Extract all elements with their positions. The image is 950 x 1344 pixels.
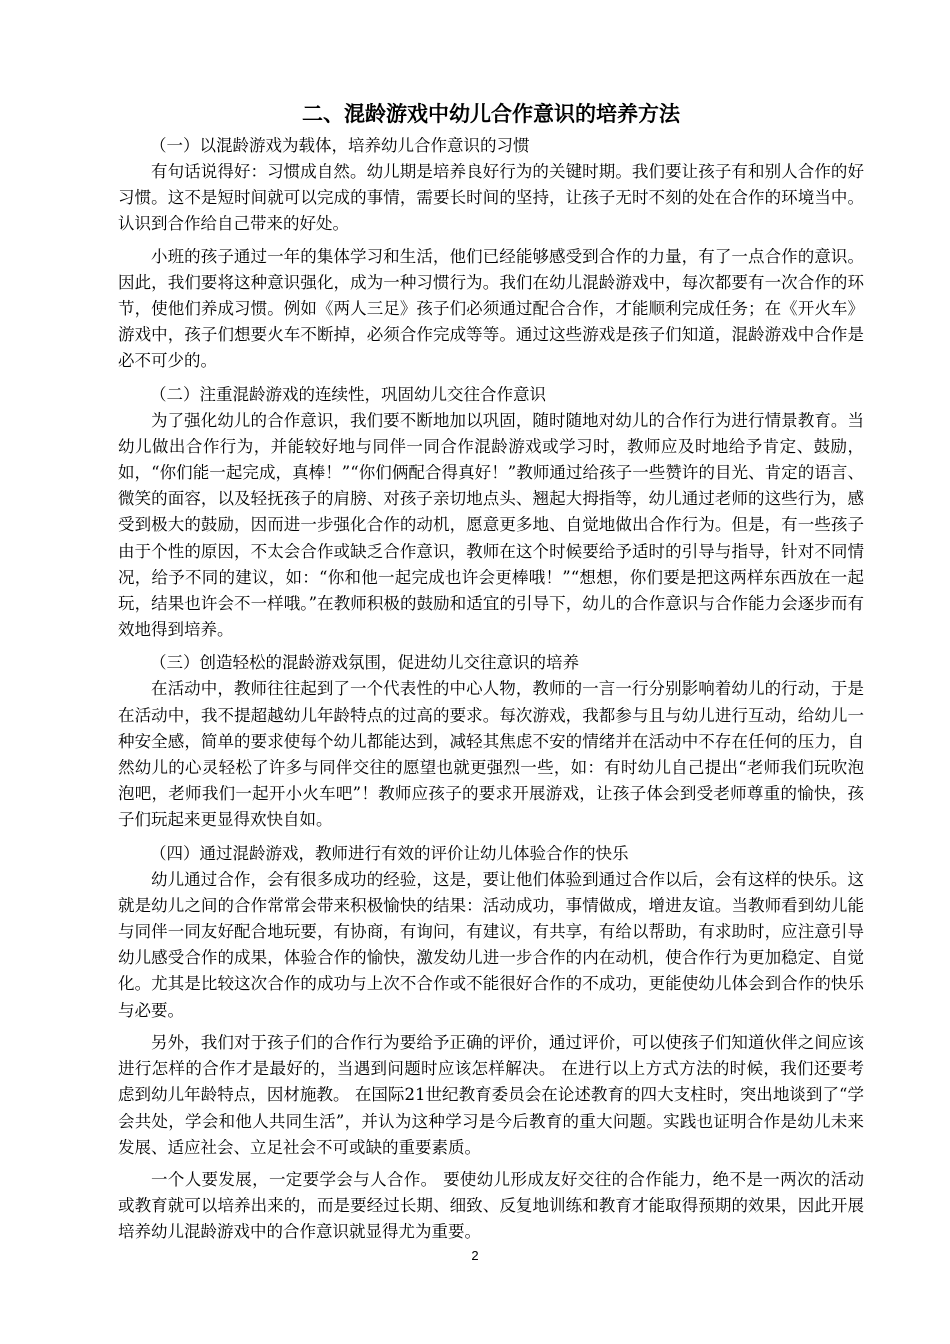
subsection-heading-1: （一）以混龄游戏为载体，培养幼儿合作意识的习惯: [150, 136, 530, 155]
paragraph: 为了强化幼儿的合作意识，我们要不断地加以巩固，随时随地对幼儿的合作行为进行情景教育。当幼儿做出合作行为，并能较好地与同伴一同合作混龄游戏或学习时，教师应及时地给予肯定、鼓励，如，“你们能一起完成，真棒！”“你们俩配合得真好！”教师通过给孩子一些赞许的目光、肯定的语言、微笑的面容，以及轻抚孩子的肩膀、对孩子亲切地点头、翘起大拇指等，幼儿通过老师的这些行为，感受到极大的鼓励，因而进一步强化合作的动机，愿意更多地、自觉地做出合作行为。但是，有一些孩子由于个性的原因，不太会合作或缺乏合作意识，教师在这个时候要给予适时的引导与指导，针对不同情况，给予不同的建议，如：“你和他一起完成也许会更棒哦！”“想想，你们要是把这两样东西放在一起玩，结果也许会不一样哦。”在教师积极的鼓励和适宜的引导下，幼儿的合作意识与合作能力会逐步而有效地得到培养。: [118, 410, 864, 640]
paragraph: 另外，我们对于孩子们的合作行为要给予正确的评价，通过评价，可以使孩子们知道伙伴之间应该进行怎样的合作才是最好的，当遇到问题时应该怎样解决。 在进行以上方式方法的时候，我们还要考虑到幼儿年龄特点，因材施教。 在国际21世纪教育委员会在论述教育的四大支柱时，突出地谈到了“学会共处，学会和他人共同生活”，并认为这种学习是今后教育的重大问题。实践也证明合作是幼儿未来发展、适应社会、立足社会不可或缺的重要素质。: [118, 1032, 864, 1157]
subsection-heading-3: （三）创造轻松的混龄游戏氛围，促进幼儿交往意识的培养: [150, 653, 579, 673]
paragraph: 幼儿通过合作，会有很多成功的经验，这是，要让他们体验到通过合作以后，会有这样的快乐。这就是幼儿之间的合作常常会带来积极愉快的结果：活动成功，事情做成，增进友谊。当教师看到幼儿能与同伴一同友好配合地玩要，有协商，有询问，有建议，有共享，有给以帮助，有求助时，应注意引导幼儿感受合作的成果，体验合作的愉快，激发幼儿进一步合作的内在动机，使合作行为更加稳定、自觉化。尤其是比较这次合作的成功与上次不合作或不能很好合作的不成功，更能使幼儿体会到合作的快乐与必要。: [118, 869, 864, 1020]
paragraph: 小班的孩子通过一年的集体学习和生活，他们已经能够感受到合作的力量，有了一点合作的意识。因此，我们要将这种意识强化，成为一种习惯行为。我们在幼儿混龄游戏中，每次都要有一次合作的环节，使他们养成习惯。例如《两人三足》孩子们必须通过配合合作，才能顺利完成任务；在《开火车》游戏中，孩子们想要火车不断掉，必须合作完成等等。通过这些游戏是孩子们知道，混龄游戏中合作是必不可少的。: [118, 246, 864, 371]
subsection-heading-4: （四）通过混龄游戏，教师进行有效的评价让幼儿体验合作的快乐: [150, 843, 629, 863]
paragraph: 一个人要发展，一定要学会与人合作。 要使幼儿形成友好交往的合作能力，绝不是一两次的活动或教育就可以培养出来的，而是要经过长期、细致、反复地训练和教育才能取得预期的效果，因此开展培养幼儿混龄游戏中的合作意识就显得尤为重要。: [118, 1169, 864, 1242]
paragraph: 有句话说得好：习惯成自然。幼儿期是培养良好行为的关键时期。我们要让孩子有和别人合作的好习惯。这不是短时间就可以完成的事情，需要长时间的坚持，让孩子无时不刻的处在合作的环境当中。认识到合作给自己带来的好处。: [118, 162, 864, 234]
page-content: [118, 100, 864, 1248]
page-number: 2: [471, 1248, 479, 1263]
subsection-heading-2: （二）注重混龄游戏的连续性，巩固幼儿交往合作意识: [150, 384, 546, 404]
section-title: 二、混龄游戏中幼儿合作意识的培养方法: [302, 102, 680, 126]
paragraph: 在活动中，教师往往起到了一个代表性的中心人物，教师的一言一行分别影响着幼儿的行动，于是在活动中，我不提超越幼儿年龄特点的过高的要求。每次游戏，我都参与且与幼儿进行互动，给幼儿一种安全感，简单的要求使每个幼儿都能达到，减轻其焦虑不安的情绪并在活动中不存在任何的压力，自然幼儿的心灵轻松了许多与同伴交往的愿望也就更强烈一些，如：有时幼儿自己提出“老师我们玩吹泡泡吧，老师我们一起开小火车吧”！教师应孩子的要求开展游戏，让孩子体会到受老师尊重的愉快，孩子们玩起来更显得欢快自如。: [118, 679, 864, 830]
